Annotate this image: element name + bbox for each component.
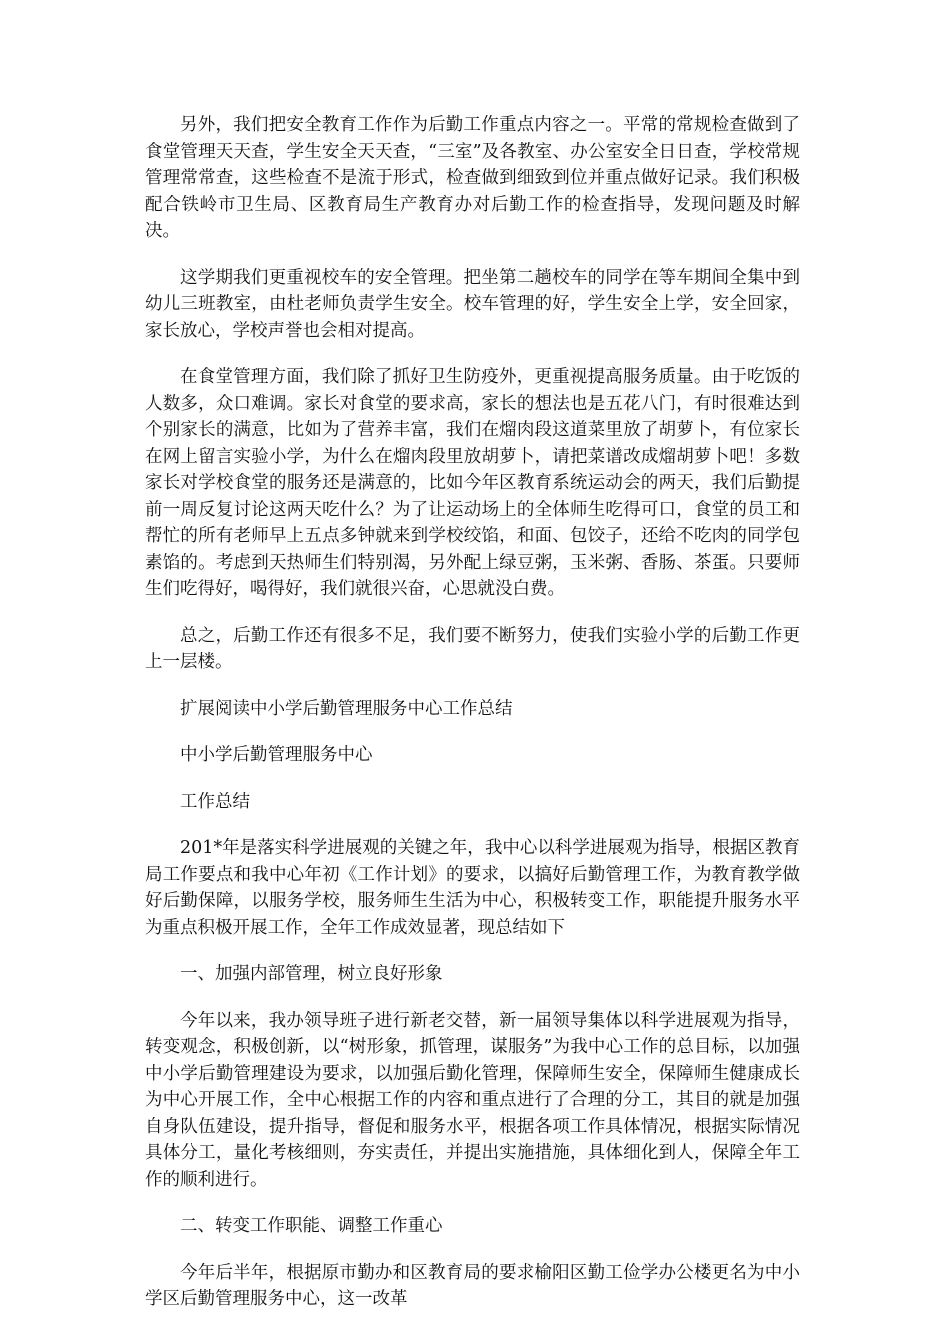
center-name-heading: 中小学后勤管理服务中心 xyxy=(180,745,373,765)
extended-reading-heading: 扩展阅读中小学后勤管理服务中心工作总结 xyxy=(180,698,513,719)
paragraph-conclusion: 总之，后勤工作还有很多不足，我们要不断努力，使我们实验小学的后勤工作更上一层楼。 xyxy=(145,625,800,672)
paragraph-annual-overview: 201*年是落实科学进展观的关键之年，我中心以科学进展观为指导，根据区教育局工作要点和我中心年初《工作计划》的要求，以搞好后勤管理工作，为教育教学做好后勤保障，以服务学校，服务师生生活为中心，积极转变工作，职能提升服务水平为重点积极开展工作，全年工作成效显著，现总结如下 xyxy=(145,838,800,938)
paragraph-canteen: 在食堂管理方面，我们除了抓好卫生防疫外，更重视提高服务质量。由于吃饭的人数多，众口难调。家长对食堂的要求高，家长的想法也是五花八门，有时很难达到个别家长的满意，比如为了营养丰富，我们在熘肉段这道菜里放了胡萝卜，有位家长在网上留言实验小学，为什么在熘肉段里放胡萝卜，请把菜谱改成熘胡萝卜吧！多数家长对学校食堂的服务还是满意的，比如今年区教育系统运动会的两天，我们后勤提前一周反复讨论这两天吃什么？为了让运动场上的全体师生吃得可口，食堂的员工和帮忙的所有老师早上五点多钟就来到学校绞馅，和面、包饺子，还给不吃肉的同学包素馅的。考虑到天热师生们特别渴，另外配上绿豆粥，玉米粥、香肠、茶蛋。只要师生们吃得好，喝得好，我们就很兴奋，心思就没白费。 xyxy=(145,367,800,599)
paragraph-internal-management: 今年以来，我办领导班子进行新老交替，新一届领导集体以科学进展观为指导，转变观念，积极创新，以“树形象，抓管理，谋服务”为我中心工作的总目标，以加强中小学后勤管理建设为要求，以加强后勤化管理，保障师生安全，保障师生健康成长为中心开展工作，全中心根据工作的内容和重点进行了合理的分工，其目的就是加强自身队伍建设，提升指导，督促和服务水平，根据各项工作具体情况，根据实际情况具体分工，量化考核细则，夯实责任，并提出实施措施，具体细化到人，保障全年工作的顺利进行。 xyxy=(145,1010,800,1190)
summary-heading: 工作总结 xyxy=(180,791,250,812)
paragraph-safety-inspection: 另外，我们把安全教育工作作为后勤工作重点内容之一。平常的常规检查做到了食堂管理天天查，学生安全天天查，“三室”及各教室、办公室安全日日查，学校常规管理常常查，这些检查不是流于形式，检查做到细致到位并重点做好记录。我们积极配合铁岭市卫生局、区教育局生产教育办对后勤工作的检查指导，发现问题及时解决。 xyxy=(145,115,800,241)
paragraph-school-bus: 这学期我们更重视校车的安全管理。把坐第二趟校车的同学在等车期间全集中到幼儿三班教室，由杜老师负责学生安全。校车管理的好，学生安全上学，安全回家，家长放心，学校声誉也会相对提高。 xyxy=(145,267,800,341)
section-heading-function-change: 二、转变工作职能、调整工作重心 xyxy=(180,1216,443,1236)
document-page xyxy=(145,112,800,1333)
paragraph-function-change: 今年后半年，根据原市勤办和区教育局的要求榆阳区勤工俭学办公楼更名为中小学区后勤管理服务中心，这一改革 xyxy=(145,1262,800,1309)
section-heading-internal-management: 一、加强内部管理，树立良好形象 xyxy=(180,964,443,984)
